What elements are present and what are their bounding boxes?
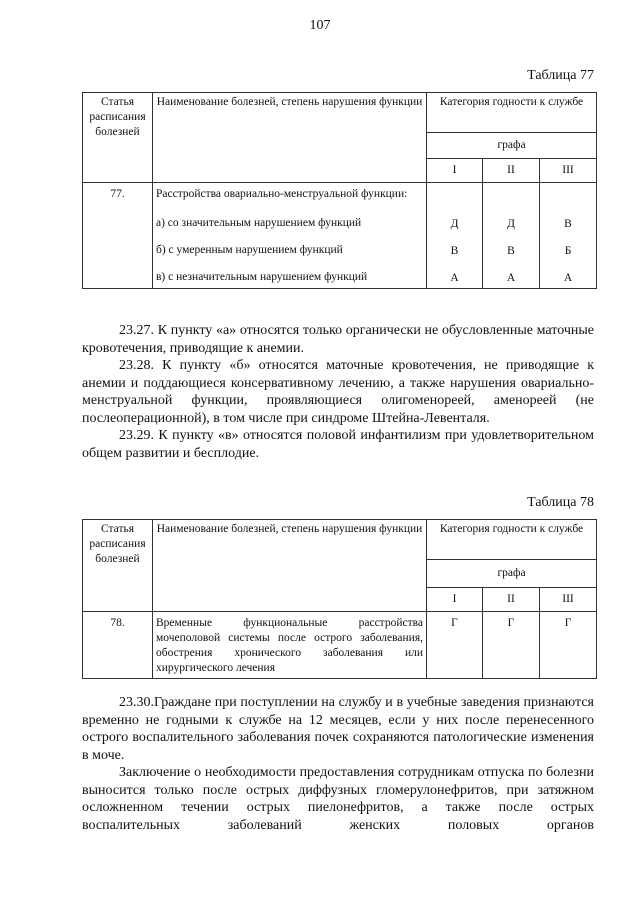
header-graph-col-1: I xyxy=(427,159,483,183)
table-77-caption: Таблица 77 xyxy=(527,68,594,83)
paragraph: 23.27. К пункту «а» относятся только органически не обусловленные маточные кровотечения, приводящие к анемии. xyxy=(82,323,594,356)
article-title: Временные функциональные расстройства мочеполовой системы после острого заболевания, обострения хронического заболевания или хирургического лечения xyxy=(153,612,427,679)
category-value: Г xyxy=(540,612,597,679)
category-value: А xyxy=(506,271,516,284)
category-value: В xyxy=(507,244,515,257)
category-value: Г xyxy=(483,612,540,679)
header-graph-col-3: III xyxy=(540,159,597,183)
row-label: в) с незначительным нарушением функций xyxy=(156,270,368,283)
page-number: 107 xyxy=(309,18,331,33)
category-value: Д xyxy=(507,218,515,230)
row-label: б) с умеренным нарушением функций xyxy=(156,243,343,256)
header-disease-name: Наименование болезней, степень нарушения функции xyxy=(153,520,427,612)
paragraph: 23.29. К пункту «в» относятся половой инфантилизм при удовлетворительном общем развитии и бесплодие. xyxy=(82,428,594,461)
paragraphs-block-a xyxy=(82,322,594,462)
category-value: А xyxy=(563,271,573,284)
paragraph: 23.28. К пункту «б» относятся маточные кровотечения, не приводящие к анемии и поддающиеся консервативному лечению, а также нарушения овариально-менструальной функции, проявляющиеся олигоменореей, аменореей (не послеоперационной), в том числе при синдроме Штейна-Левенталя. xyxy=(82,358,594,426)
paragraph: 23.30.Граждане при поступлении на службу и в учебные заведения признаются временно не годными к службе на 12 месяцев, если у них после перенесенного острого воспалительного заболевания почек сохраняются патологические изменения в моче. xyxy=(82,695,594,763)
article-number: 78. xyxy=(83,612,153,679)
header-graph: графа xyxy=(427,560,597,588)
header-graph: графа xyxy=(427,133,597,159)
table-78-caption: Таблица 78 xyxy=(527,495,594,510)
category-value: Г xyxy=(427,612,483,679)
category-value: В xyxy=(564,218,572,230)
table-78 xyxy=(82,519,597,679)
row-label: а) со значительным нарушением функций xyxy=(156,216,362,229)
paragraph: Заключение о необходимости предоставления сотрудникам отпуска по болезни выносится только после острых диффузных гломерулонефритов, при затяжном осложненном течении острых пиелонефритов, а также после острых воспалительных заболеваний женских половых органов xyxy=(82,765,594,833)
paragraphs-block-b xyxy=(82,694,594,834)
article-title: Расстройства овариально-менструальной функции: xyxy=(156,188,408,200)
category-value: Д xyxy=(450,218,459,230)
category-value: Б xyxy=(564,244,572,257)
header-article: Статья расписания болезней xyxy=(83,93,153,183)
header-graph-col-2: II xyxy=(483,588,540,612)
header-graph-col-3: III xyxy=(540,588,597,612)
header-graph-col-2: II xyxy=(483,159,540,183)
header-graph-col-1: I xyxy=(427,588,483,612)
category-value: В xyxy=(450,244,459,257)
article-number: 77. xyxy=(83,183,153,289)
header-fitness-category: Категория годности к службе xyxy=(427,520,597,560)
table-77 xyxy=(82,92,597,289)
header-disease-name: Наименование болезней, степень нарушения функции xyxy=(153,93,427,183)
header-article: Статья расписания болезней xyxy=(83,520,153,612)
header-fitness-category: Категория годности к службе xyxy=(427,93,597,133)
category-value: А xyxy=(450,271,459,284)
